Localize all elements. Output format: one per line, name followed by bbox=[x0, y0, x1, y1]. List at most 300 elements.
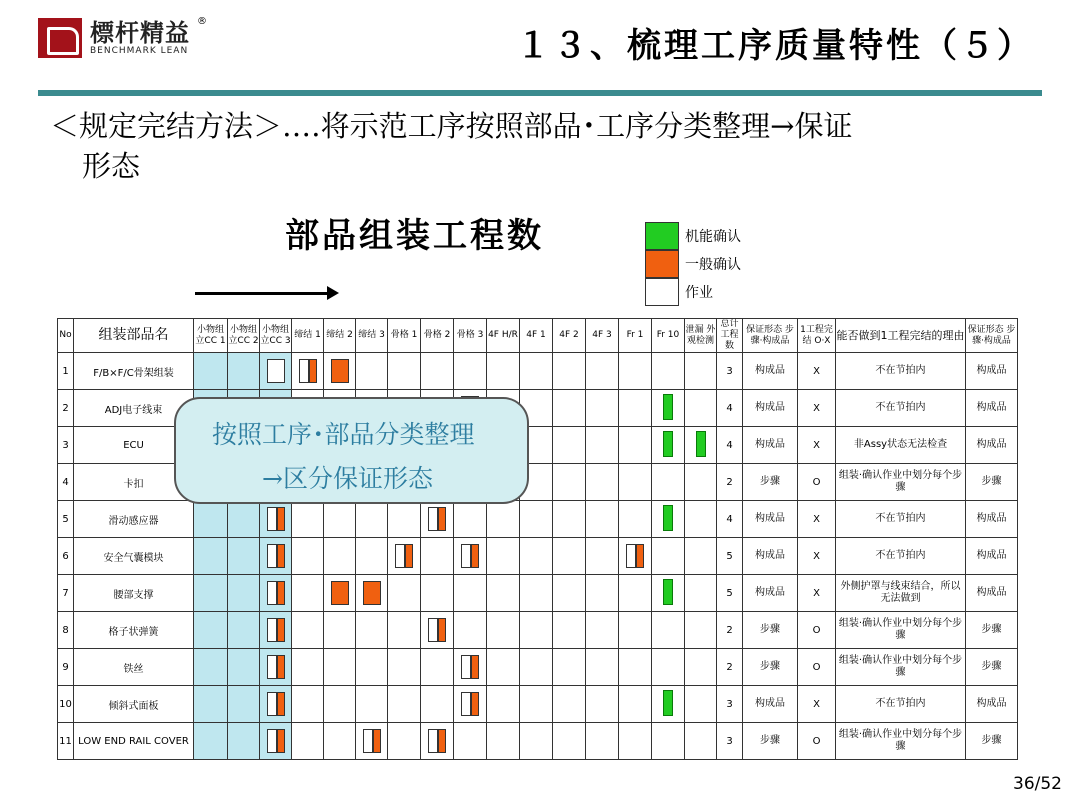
col-header: 4F 1 bbox=[520, 319, 553, 353]
process-cell bbox=[260, 538, 292, 575]
process-cell bbox=[388, 538, 421, 575]
completion-mark: X bbox=[798, 390, 836, 427]
general-check-mark bbox=[373, 729, 381, 753]
process-cell bbox=[487, 686, 520, 723]
work-mark bbox=[461, 692, 471, 716]
process-cell bbox=[356, 612, 388, 649]
reason-text: 不在节拍内 bbox=[836, 686, 966, 723]
process-cell bbox=[652, 612, 685, 649]
process-cell bbox=[586, 686, 619, 723]
header-divider bbox=[38, 90, 1042, 96]
process-cell bbox=[194, 538, 228, 575]
reason-text: 不在节拍内 bbox=[836, 353, 966, 390]
process-cell bbox=[292, 612, 324, 649]
work-mark bbox=[267, 507, 277, 531]
process-cell bbox=[652, 575, 685, 612]
guarantee-form-2: 构成品 bbox=[966, 353, 1018, 390]
process-cell bbox=[520, 686, 553, 723]
guarantee-form-2: 构成品 bbox=[966, 538, 1018, 575]
function-check-mark bbox=[663, 579, 673, 605]
process-cell bbox=[652, 353, 685, 390]
completion-mark: X bbox=[798, 575, 836, 612]
subtitle bbox=[50, 106, 1040, 186]
process-cell bbox=[652, 390, 685, 427]
process-cell bbox=[652, 649, 685, 686]
process-cell bbox=[228, 723, 260, 760]
work-mark bbox=[267, 544, 277, 568]
table-row bbox=[58, 501, 1018, 538]
process-count: 5 bbox=[717, 575, 743, 612]
logo bbox=[38, 18, 190, 58]
process-cell bbox=[586, 538, 619, 575]
process-cell bbox=[685, 686, 717, 723]
process-count: 3 bbox=[717, 353, 743, 390]
process-cell bbox=[685, 464, 717, 501]
reason-text: 组装·确认作业中划分每个步骤 bbox=[836, 723, 966, 760]
col-header: 缔结 2 bbox=[324, 319, 356, 353]
part-name: ECU bbox=[74, 427, 194, 464]
completion-mark: X bbox=[798, 501, 836, 538]
process-cell bbox=[454, 612, 487, 649]
process-table bbox=[57, 318, 1018, 760]
process-cell bbox=[487, 501, 520, 538]
process-cell bbox=[260, 686, 292, 723]
process-cell bbox=[520, 612, 553, 649]
process-cell bbox=[586, 575, 619, 612]
process-cell bbox=[520, 723, 553, 760]
guarantee-form: 构成品 bbox=[743, 575, 798, 612]
process-cell bbox=[388, 575, 421, 612]
process-cell bbox=[356, 538, 388, 575]
reason-text: 不在节拍内 bbox=[836, 501, 966, 538]
process-cell bbox=[421, 501, 454, 538]
row-number: 3 bbox=[58, 427, 74, 464]
guarantee-form: 步骤 bbox=[743, 723, 798, 760]
process-cell bbox=[553, 501, 586, 538]
col-header: 小物组立CC 3 bbox=[260, 319, 292, 353]
process-count: 2 bbox=[717, 612, 743, 649]
process-cell bbox=[586, 390, 619, 427]
reason-text: 组装·确认作业中划分每个步骤 bbox=[836, 612, 966, 649]
general-check-mark bbox=[277, 655, 285, 679]
col-header: 小物组立CC 2 bbox=[228, 319, 260, 353]
process-cell bbox=[553, 390, 586, 427]
col-header: 保证形态 步骤·构成品 bbox=[743, 319, 798, 353]
process-cell bbox=[619, 612, 652, 649]
process-cell bbox=[260, 723, 292, 760]
process-cell bbox=[292, 353, 324, 390]
process-cell bbox=[553, 686, 586, 723]
process-cell bbox=[324, 649, 356, 686]
process-cell bbox=[454, 353, 487, 390]
part-name: ADJ电子线束 bbox=[74, 390, 194, 427]
part-name: F/B×F/C骨架组装 bbox=[74, 353, 194, 390]
chart-title: 部品组装工程数 bbox=[285, 216, 544, 256]
work-mark bbox=[461, 544, 471, 568]
guarantee-form-2: 构成品 bbox=[966, 501, 1018, 538]
process-cell bbox=[487, 723, 520, 760]
process-cell bbox=[292, 723, 324, 760]
process-cell bbox=[421, 723, 454, 760]
process-cell bbox=[487, 538, 520, 575]
logo-cn: 標杆精益 bbox=[90, 19, 190, 47]
guarantee-form: 步骤 bbox=[743, 612, 798, 649]
process-cell bbox=[586, 501, 619, 538]
process-cell bbox=[619, 686, 652, 723]
process-count: 4 bbox=[717, 390, 743, 427]
col-header: 1工程完结 O·X bbox=[798, 319, 836, 353]
process-cell bbox=[685, 575, 717, 612]
col-header: 能否做到1工程完结的理由 bbox=[836, 319, 966, 353]
process-cell bbox=[619, 427, 652, 464]
col-header: 4F H/R bbox=[487, 319, 520, 353]
process-cell bbox=[324, 501, 356, 538]
completion-mark: O bbox=[798, 649, 836, 686]
process-cell bbox=[619, 390, 652, 427]
process-cell bbox=[652, 686, 685, 723]
general-check-mark bbox=[438, 729, 446, 753]
process-cell bbox=[520, 538, 553, 575]
process-cell bbox=[388, 649, 421, 686]
process-cell bbox=[487, 649, 520, 686]
process-cell bbox=[228, 612, 260, 649]
process-cell bbox=[324, 353, 356, 390]
process-cell bbox=[388, 353, 421, 390]
process-cell bbox=[194, 353, 228, 390]
process-cell bbox=[324, 686, 356, 723]
part-name: 滑动感应器 bbox=[74, 501, 194, 538]
reason-text: 组装·确认作业中划分每个步骤 bbox=[836, 649, 966, 686]
part-name: 卡扣 bbox=[74, 464, 194, 501]
process-cell bbox=[260, 575, 292, 612]
process-cell bbox=[553, 427, 586, 464]
work-mark bbox=[267, 618, 277, 642]
table-row bbox=[58, 686, 1018, 723]
callout-line2: →区分保证形态 bbox=[262, 464, 433, 493]
work-mark bbox=[428, 507, 438, 531]
guarantee-form: 构成品 bbox=[743, 501, 798, 538]
process-cell bbox=[553, 649, 586, 686]
reason-text: 不在节拍内 bbox=[836, 538, 966, 575]
process-cell bbox=[454, 686, 487, 723]
process-cell bbox=[454, 501, 487, 538]
part-name: 铁丝 bbox=[74, 649, 194, 686]
process-cell bbox=[324, 723, 356, 760]
legend-item-function bbox=[645, 222, 741, 250]
guarantee-form-2: 构成品 bbox=[966, 686, 1018, 723]
row-number: 7 bbox=[58, 575, 74, 612]
function-check-mark bbox=[663, 431, 673, 457]
process-cell bbox=[553, 538, 586, 575]
table-row bbox=[58, 353, 1018, 390]
guarantee-form-2: 步骤 bbox=[966, 464, 1018, 501]
page-number: 36/52 bbox=[1013, 774, 1062, 794]
legend-label: 一般确认 bbox=[685, 257, 741, 273]
process-cell bbox=[685, 353, 717, 390]
general-check-mark bbox=[331, 359, 349, 383]
guarantee-form: 构成品 bbox=[743, 390, 798, 427]
process-cell bbox=[292, 686, 324, 723]
subtitle-line1: ＜规定完结方法＞‥‥将示范工序按照部品･工序分类整理→保证 bbox=[50, 109, 853, 143]
process-cell bbox=[652, 464, 685, 501]
reason-text: 非Assy状态无法检查 bbox=[836, 427, 966, 464]
guarantee-form-2: 步骤 bbox=[966, 612, 1018, 649]
process-cell bbox=[260, 649, 292, 686]
process-cell bbox=[260, 612, 292, 649]
col-header: 小物组立CC 1 bbox=[194, 319, 228, 353]
col-header: Fr 1 bbox=[619, 319, 652, 353]
work-mark bbox=[428, 729, 438, 753]
process-cell bbox=[228, 501, 260, 538]
completion-mark: O bbox=[798, 464, 836, 501]
col-header: No bbox=[58, 319, 74, 353]
process-cell bbox=[553, 723, 586, 760]
process-count: 5 bbox=[717, 538, 743, 575]
table-row bbox=[58, 538, 1018, 575]
process-cell bbox=[520, 575, 553, 612]
process-cell bbox=[553, 353, 586, 390]
completion-mark: O bbox=[798, 723, 836, 760]
process-cell bbox=[292, 501, 324, 538]
work-mark bbox=[267, 655, 277, 679]
col-header: 缔结 3 bbox=[356, 319, 388, 353]
col-header: 骨格 2 bbox=[421, 319, 454, 353]
process-cell bbox=[685, 501, 717, 538]
process-count: 3 bbox=[717, 723, 743, 760]
process-count: 3 bbox=[717, 686, 743, 723]
table-row bbox=[58, 649, 1018, 686]
process-count: 2 bbox=[717, 464, 743, 501]
guarantee-form: 构成品 bbox=[743, 427, 798, 464]
guarantee-form-2: 构成品 bbox=[966, 427, 1018, 464]
general-check-mark bbox=[277, 692, 285, 716]
general-check-mark bbox=[636, 544, 644, 568]
work-mark bbox=[267, 729, 277, 753]
callout-line1: 按照工序･部品分类整理 bbox=[212, 420, 475, 449]
col-header: 泄漏 外观检测 bbox=[685, 319, 717, 353]
process-cell bbox=[292, 538, 324, 575]
completion-mark: X bbox=[798, 353, 836, 390]
process-cell bbox=[260, 501, 292, 538]
process-cell bbox=[228, 575, 260, 612]
registered-icon: ® bbox=[197, 16, 207, 27]
col-header: 骨格 1 bbox=[388, 319, 421, 353]
col-header: 骨格 3 bbox=[454, 319, 487, 353]
process-cell bbox=[324, 575, 356, 612]
process-cell bbox=[324, 612, 356, 649]
process-cell bbox=[292, 575, 324, 612]
process-cell bbox=[652, 538, 685, 575]
reason-text: 不在节拍内 bbox=[836, 390, 966, 427]
reason-text: 组装·确认作业中划分每个步骤 bbox=[836, 464, 966, 501]
row-number: 1 bbox=[58, 353, 74, 390]
process-cell bbox=[388, 686, 421, 723]
col-header: 缔结 1 bbox=[292, 319, 324, 353]
col-header: 4F 2 bbox=[553, 319, 586, 353]
process-cell bbox=[520, 501, 553, 538]
work-mark bbox=[299, 359, 309, 383]
col-header: Fr 10 bbox=[652, 319, 685, 353]
process-cell bbox=[454, 575, 487, 612]
process-cell bbox=[228, 649, 260, 686]
process-cell bbox=[388, 501, 421, 538]
col-header: 组装部品名 bbox=[74, 319, 194, 353]
process-cell bbox=[553, 612, 586, 649]
process-cell bbox=[454, 723, 487, 760]
work-mark bbox=[395, 544, 405, 568]
process-cell bbox=[194, 501, 228, 538]
process-cell bbox=[454, 649, 487, 686]
process-cell bbox=[685, 427, 717, 464]
general-check-mark bbox=[438, 618, 446, 642]
row-number: 5 bbox=[58, 501, 74, 538]
process-cell bbox=[356, 649, 388, 686]
process-cell bbox=[292, 649, 324, 686]
general-check-mark bbox=[277, 618, 285, 642]
process-cell bbox=[194, 612, 228, 649]
process-cell bbox=[652, 427, 685, 464]
process-cell bbox=[685, 538, 717, 575]
function-check-mark bbox=[663, 690, 673, 716]
process-cell bbox=[619, 353, 652, 390]
guarantee-form: 步骤 bbox=[743, 649, 798, 686]
general-check-mark bbox=[471, 655, 479, 679]
work-mark bbox=[626, 544, 636, 568]
legend-swatch-orange bbox=[645, 250, 679, 278]
process-cell bbox=[388, 612, 421, 649]
col-header: 4F 3 bbox=[586, 319, 619, 353]
process-cell bbox=[619, 723, 652, 760]
row-number: 9 bbox=[58, 649, 74, 686]
process-count: 2 bbox=[717, 649, 743, 686]
process-cell bbox=[421, 538, 454, 575]
process-cell bbox=[194, 575, 228, 612]
general-check-mark bbox=[277, 581, 285, 605]
function-check-mark bbox=[696, 431, 706, 457]
guarantee-form-2: 步骤 bbox=[966, 723, 1018, 760]
process-cell bbox=[487, 575, 520, 612]
process-cell bbox=[652, 501, 685, 538]
general-check-mark bbox=[471, 692, 479, 716]
flow-arrow bbox=[195, 292, 335, 295]
process-cell bbox=[194, 723, 228, 760]
process-cell bbox=[586, 723, 619, 760]
process-cell bbox=[586, 612, 619, 649]
work-mark bbox=[267, 692, 277, 716]
function-check-mark bbox=[663, 394, 673, 420]
process-cell bbox=[324, 538, 356, 575]
completion-mark: X bbox=[798, 427, 836, 464]
part-name: 安全气囊模块 bbox=[74, 538, 194, 575]
completion-mark: X bbox=[798, 686, 836, 723]
process-cell bbox=[356, 575, 388, 612]
process-cell bbox=[356, 723, 388, 760]
general-check-mark bbox=[438, 507, 446, 531]
guarantee-form-2: 构成品 bbox=[966, 390, 1018, 427]
page-title: １３、梳理工序质量特性（５） bbox=[516, 26, 1034, 66]
table-row bbox=[58, 612, 1018, 649]
completion-mark: O bbox=[798, 612, 836, 649]
process-cell bbox=[487, 353, 520, 390]
work-mark bbox=[363, 729, 373, 753]
row-number: 10 bbox=[58, 686, 74, 723]
process-cell bbox=[487, 612, 520, 649]
row-number: 4 bbox=[58, 464, 74, 501]
process-cell bbox=[421, 575, 454, 612]
work-mark bbox=[428, 618, 438, 642]
process-cell bbox=[619, 538, 652, 575]
part-name: LOW END RAIL COVER bbox=[74, 723, 194, 760]
part-name: 格子状弹簧 bbox=[74, 612, 194, 649]
process-cell bbox=[194, 649, 228, 686]
process-cell bbox=[520, 353, 553, 390]
row-number: 8 bbox=[58, 612, 74, 649]
part-name: 倾斜式面板 bbox=[74, 686, 194, 723]
process-cell bbox=[388, 723, 421, 760]
process-cell bbox=[228, 538, 260, 575]
process-cell bbox=[553, 575, 586, 612]
guarantee-form-2: 构成品 bbox=[966, 575, 1018, 612]
guarantee-form-2: 步骤 bbox=[966, 649, 1018, 686]
part-name: 腰部支撑 bbox=[74, 575, 194, 612]
row-number: 6 bbox=[58, 538, 74, 575]
process-cell bbox=[619, 464, 652, 501]
col-header: 总计 工程数 bbox=[717, 319, 743, 353]
process-cell bbox=[685, 723, 717, 760]
guarantee-form: 步骤 bbox=[743, 464, 798, 501]
process-cell bbox=[194, 686, 228, 723]
legend-item-work bbox=[645, 278, 741, 306]
general-check-mark bbox=[277, 544, 285, 568]
process-cell bbox=[228, 353, 260, 390]
legend-item-general bbox=[645, 250, 741, 278]
process-cell bbox=[586, 427, 619, 464]
table-row bbox=[58, 723, 1018, 760]
process-cell bbox=[421, 353, 454, 390]
general-check-mark bbox=[331, 581, 349, 605]
legend bbox=[645, 222, 741, 306]
general-check-mark bbox=[309, 359, 317, 383]
legend-swatch-green bbox=[645, 222, 679, 250]
row-number: 11 bbox=[58, 723, 74, 760]
process-cell bbox=[421, 612, 454, 649]
process-cell bbox=[685, 649, 717, 686]
work-mark bbox=[267, 581, 277, 605]
process-cell bbox=[619, 649, 652, 686]
guarantee-form: 构成品 bbox=[743, 353, 798, 390]
process-count: 4 bbox=[717, 427, 743, 464]
process-cell bbox=[520, 649, 553, 686]
legend-label: 机能确认 bbox=[685, 229, 741, 245]
process-cell bbox=[685, 612, 717, 649]
work-mark bbox=[267, 359, 285, 383]
process-cell bbox=[652, 723, 685, 760]
guarantee-form: 构成品 bbox=[743, 538, 798, 575]
legend-swatch-white bbox=[645, 278, 679, 306]
completion-mark: X bbox=[798, 538, 836, 575]
row-number: 2 bbox=[58, 390, 74, 427]
table-row bbox=[58, 575, 1018, 612]
general-check-mark bbox=[277, 729, 285, 753]
general-check-mark bbox=[277, 507, 285, 531]
function-check-mark bbox=[663, 505, 673, 531]
guarantee-form: 构成品 bbox=[743, 686, 798, 723]
process-cell bbox=[228, 686, 260, 723]
process-cell bbox=[356, 501, 388, 538]
reason-text: 外侧护罩与线束结合，所以无法做到 bbox=[836, 575, 966, 612]
process-count: 4 bbox=[717, 501, 743, 538]
process-cell bbox=[260, 353, 292, 390]
